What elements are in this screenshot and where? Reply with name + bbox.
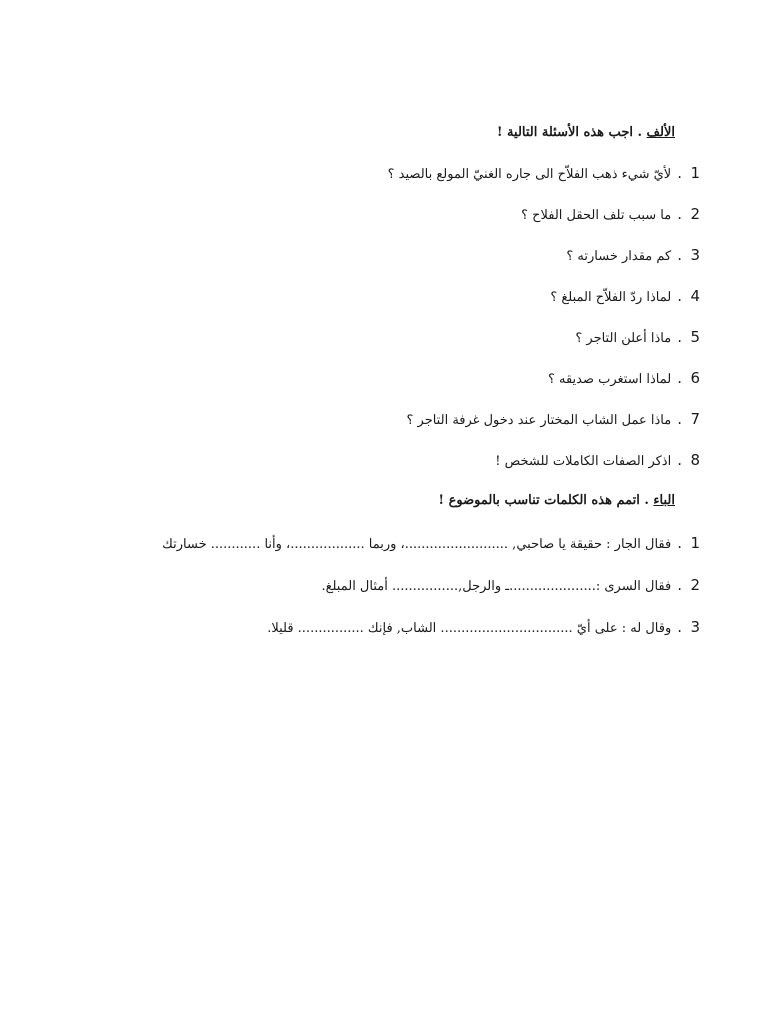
question-text: اذكر الصفات الكاملات للشخص !	[495, 454, 672, 469]
question-number: 1	[690, 164, 700, 182]
question-dot: .	[677, 328, 682, 346]
fill-in-dot: .	[677, 618, 682, 636]
section-b-label: الباء	[653, 493, 675, 508]
question-dot: .	[677, 451, 682, 469]
question-item	[110, 445, 700, 486]
question-text: كم مقدار خسارته ؟	[566, 249, 672, 264]
question-text: ماذا أعلن التاجر ؟	[575, 331, 672, 346]
question-dot: .	[677, 246, 682, 264]
fill-in-list	[110, 528, 700, 644]
question-text: ماذا عمل الشاب المختار عند دخول غرفة التاجر ؟	[406, 413, 672, 428]
question-list	[110, 158, 700, 486]
question-number: 7	[690, 410, 700, 428]
fill-in-text: فقال الجار : حقيقة يا صاحبي, .........................، وربما ..................، وأنا ............ خسارتك	[162, 537, 672, 552]
question-dot: .	[677, 369, 682, 387]
question-text: لماذا ردّ الفلاّح المبلغ ؟	[550, 290, 672, 305]
fill-in-number: 2	[690, 576, 700, 594]
question-dot: .	[677, 410, 682, 428]
question-item	[110, 404, 700, 445]
question-number: 4	[690, 287, 700, 305]
fill-in-number: 3	[690, 618, 700, 636]
section-a-label: الألف	[646, 125, 675, 140]
section-b-heading	[110, 486, 700, 516]
question-dot: .	[677, 205, 682, 223]
question-item	[110, 199, 700, 240]
question-item	[110, 240, 700, 281]
question-item	[110, 322, 700, 363]
fill-in-item	[110, 528, 700, 560]
fill-in-dot: .	[677, 534, 682, 552]
worksheet-content	[110, 118, 700, 654]
question-text: لماذا استغرب صديقه ؟	[547, 372, 672, 387]
question-text: ما سبب تلف الحقل الفلاح ؟	[521, 208, 672, 223]
question-number: 6	[690, 369, 700, 387]
fill-in-item	[110, 612, 700, 644]
section-a-title: . اجب هذه الأسئلة التالية !	[496, 125, 647, 140]
question-text: لأيّ شيء ذهب الفلاّح الى جاره الغنيّ المولع بالصيد ؟	[387, 167, 672, 182]
question-item	[110, 158, 700, 199]
question-dot: .	[677, 164, 682, 182]
fill-in-text: وقال له : على أيّ ................................ الشاب, فإنك ................ قليلا.	[267, 621, 672, 636]
question-item	[110, 363, 700, 404]
section-a-heading	[110, 118, 700, 148]
fill-in-dot: .	[677, 576, 682, 594]
question-number: 5	[690, 328, 700, 346]
fill-in-item	[110, 570, 700, 602]
question-item	[110, 281, 700, 322]
question-number: 2	[690, 205, 700, 223]
question-number: 3	[690, 246, 700, 264]
fill-in-text: فقال السرى :.....................ـ والرجل,................ أمثال المبلغ.	[321, 579, 672, 594]
section-b-title: . اتمم هذه الكلمات تناسب بالموضوع !	[438, 493, 654, 508]
question-dot: .	[677, 287, 682, 305]
fill-in-number: 1	[690, 534, 700, 552]
question-number: 8	[690, 451, 700, 469]
